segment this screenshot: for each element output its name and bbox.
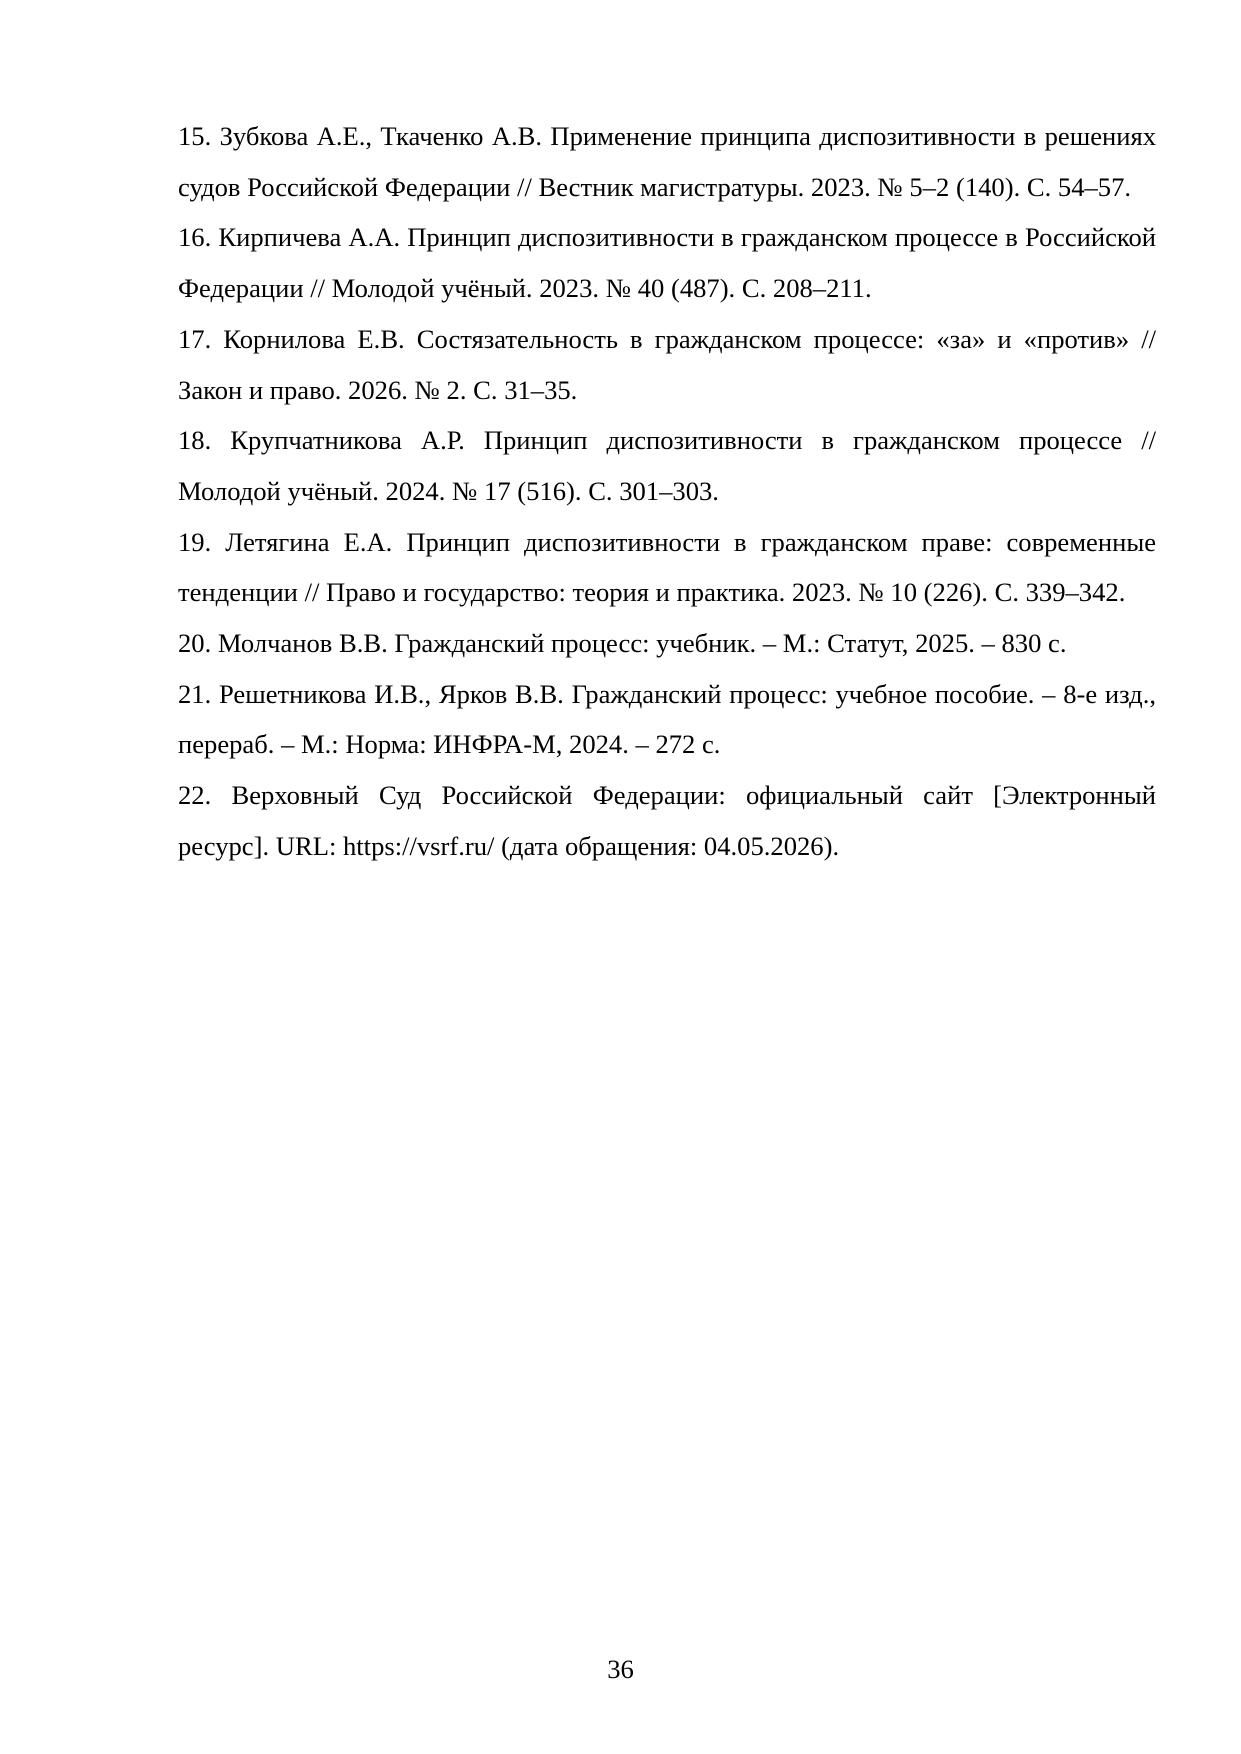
reference-item-18: 18. Крупчатникова А.Р. Принцип диспозитивности в гражданском процессе // Молодой учёный. 2024. № 17 (516). С. 301–303. — [178, 425, 1156, 506]
reference-item-19: 19. Летягина Е.А. Принцип диспозитивности в гражданском праве: современные тенденции // Право и государство: теория и практика. 2023. № 10 (226). С. 339–342. — [178, 526, 1156, 608]
reference-item-16: 16. Кирпичева А.А. Принцип диспозитивности в гражданском процессе в Российской Федерации // Молодой учёный. 2023. № 40 (487). С. 208–211. — [178, 222, 1156, 304]
reference-item-22: 22. Верховный Суд Российской Федерации: официальный сайт [Электронный ресурс]. URL: https://vsrf.ru/ (дата обращения: 04.05.2026). — [178, 780, 1156, 861]
reference-item-20: 20. Молчанов В.В. Гражданский процесс: учебник. – М.: Статут, 2025. – 830 с. — [178, 628, 1067, 659]
page-number: 36 — [607, 1654, 634, 1684]
reference-item-15: 15. Зубкова А.Е., Ткаченко А.В. Применение принципа диспозитивности в решениях судов Российской Федерации // Вестник магистратуры. 2023. № 5–2 (140). С. 54–57. — [178, 121, 1156, 202]
reference-list — [178, 111, 1156, 872]
reference-item-21: 21. Решетникова И.В., Ярков В.В. Гражданский процесс: учебное пособие. – 8-е изд., перераб. – М.: Норма: ИНФРА-М, 2024. – 272 с. — [178, 678, 1156, 760]
reference-item-17: 17. Корнилова Е.В. Состязательность в гражданском процессе: «за» и «против» // Закон и право. 2026. № 2. С. 31–35. — [178, 323, 1156, 405]
